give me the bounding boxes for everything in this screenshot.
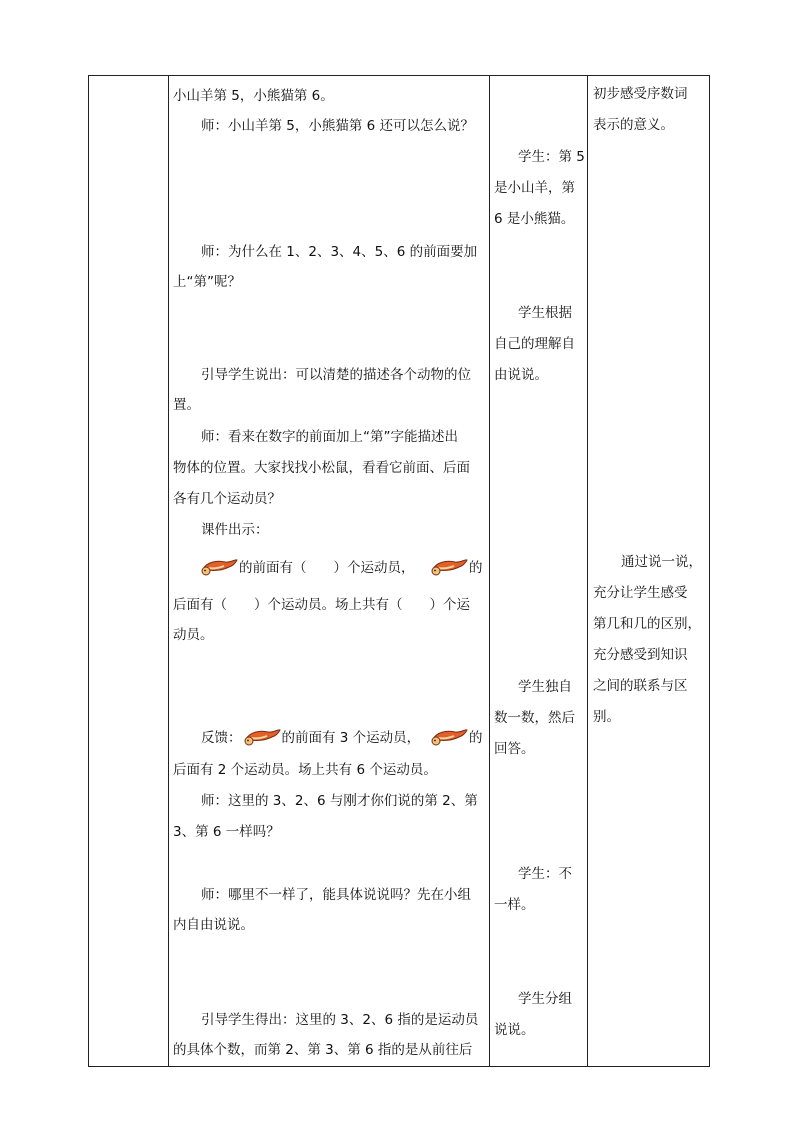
feedback-line bbox=[429, 726, 483, 748]
teaching-process-column bbox=[169, 76, 490, 1067]
flying-squirrel-icon bbox=[429, 556, 469, 578]
process-line: 师：看来在数字的前面加上“第”字能描述出 bbox=[201, 429, 458, 445]
process-line: 师：小山羊第 5，小熊猫第 6 还可以怎么说？ bbox=[201, 118, 475, 134]
process-line: 置。 bbox=[173, 397, 200, 413]
lesson-plan-table bbox=[88, 75, 710, 1067]
squirrel-runner-line bbox=[429, 556, 483, 578]
process-line: 反馈： bbox=[201, 730, 242, 746]
intent-line: 别。 bbox=[593, 709, 620, 725]
process-line: 的 bbox=[469, 730, 483, 746]
process-line: 的具体个数，而第 2、第 3、第 6 指的是从前往后 bbox=[173, 1042, 473, 1058]
student-line: 由说说。 bbox=[494, 367, 548, 383]
process-line: 课件出示： bbox=[201, 522, 269, 538]
process-line: 的前面有（ ）个运动员， bbox=[239, 560, 415, 576]
student-line: 6 是小熊猫。 bbox=[494, 211, 575, 227]
student-line: 说说。 bbox=[494, 1022, 535, 1038]
process-line: 物体的位置。大家找找小松鼠，看看它前面、后面 bbox=[173, 460, 470, 476]
process-line: 动员。 bbox=[173, 627, 214, 643]
intent-line: 之间的联系与区 bbox=[593, 678, 688, 694]
intent-line: 充分让学生感受 bbox=[593, 585, 688, 601]
process-line: 引导学生得出：这里的 3、2、6 指的是运动员 bbox=[201, 1012, 479, 1028]
squirrel-runner-line bbox=[199, 556, 415, 578]
process-line: 师：这里的 3、2、6 与刚才你们说的第 2、第 bbox=[201, 793, 478, 809]
process-line: 引导学生说出：可以清楚的描述各个动物的位 bbox=[201, 367, 471, 383]
student-line: 学生：不 bbox=[518, 866, 572, 882]
process-line: 的前面有 3 个运动员， bbox=[281, 730, 421, 746]
process-line: 后面有 2 个运动员。场上共有 6 个运动员。 bbox=[173, 762, 437, 778]
process-line: 后面有（ ）个运动员。场上共有（ ）个运 bbox=[173, 597, 470, 613]
flying-squirrel-icon bbox=[199, 556, 239, 578]
student-line: 数一数，然后 bbox=[494, 710, 575, 726]
process-line: 师：为什么在 1、2、3、4、5、6 的前面要加 bbox=[201, 244, 478, 260]
stage-column bbox=[89, 76, 169, 1067]
student-line: 学生：第 5 bbox=[518, 149, 585, 165]
intent-line: 第几和几的区别， bbox=[593, 616, 701, 632]
process-line: 3、第 6 一样吗？ bbox=[173, 824, 280, 840]
intent-line: 充分感受到知识 bbox=[593, 647, 688, 663]
intent-line: 表示的意义。 bbox=[593, 117, 674, 133]
student-line: 自己的理解自 bbox=[494, 336, 575, 352]
student-line: 学生根据 bbox=[518, 305, 572, 321]
student-line: 学生独自 bbox=[518, 679, 572, 695]
intent-line: 初步感受序数词 bbox=[593, 86, 688, 102]
process-line: 小山羊第 5，小熊猫第 6。 bbox=[173, 88, 334, 104]
process-line: 内自由说说。 bbox=[173, 917, 254, 933]
intent-line: 通过说一说， bbox=[621, 554, 702, 570]
design-intent-column bbox=[588, 76, 710, 1067]
process-line: 的 bbox=[469, 560, 483, 576]
feedback-line bbox=[201, 726, 420, 748]
flying-squirrel-icon bbox=[429, 726, 469, 748]
flying-squirrel-icon bbox=[242, 726, 282, 748]
student-line: 学生分组 bbox=[518, 991, 572, 1007]
process-line: 上“第”呢？ bbox=[173, 274, 241, 290]
process-line: 各有几个运动员？ bbox=[173, 491, 281, 507]
student-line: 回答。 bbox=[494, 741, 535, 757]
process-line: 师：哪里不一样了，能具体说说吗？先在小组 bbox=[201, 887, 471, 903]
student-line: 一样。 bbox=[494, 897, 535, 913]
student-activity-column bbox=[490, 76, 588, 1067]
student-line: 是小山羊，第 bbox=[494, 180, 575, 196]
